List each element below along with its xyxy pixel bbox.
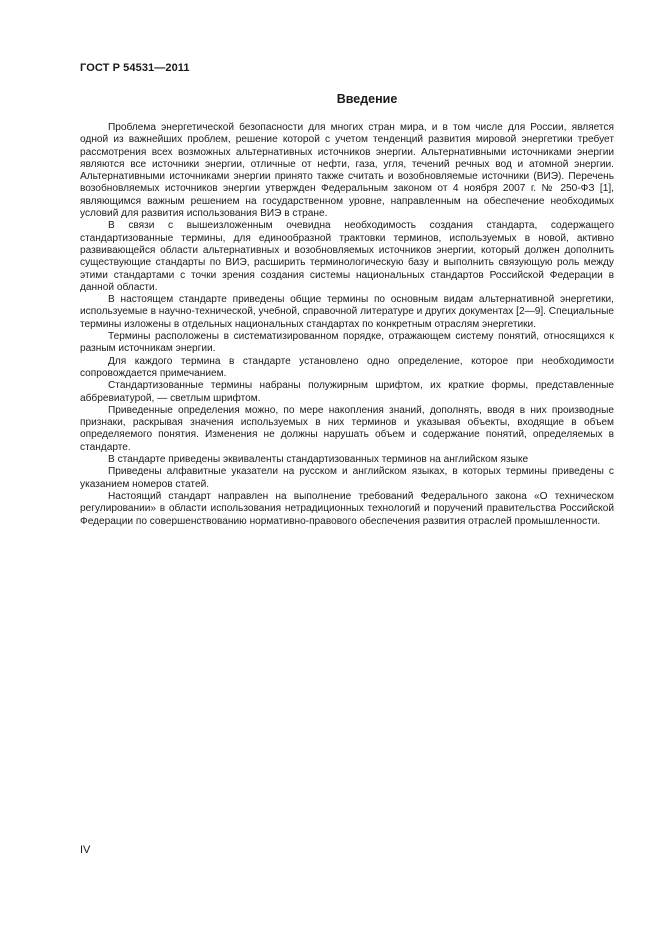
paragraph: Стандартизованные термины набраны полужирным шрифтом, их краткие формы, представленные аббревиатурой, — светлым шрифтом. (80, 380, 614, 404)
paragraph: В стандарте приведены эквиваленты стандартизованных терминов на английском языке (108, 454, 529, 466)
paragraph: Проблема энергетической безопасности для многих стран мира, и в том числе для России, является одной из важнейших проблем, решение которой с учетом тенденций развития мировой энергетики требует рассмотрения всех возможных альтернативных источников энергии. Альтернативными источниками энергии являются все источники энергии, отличные от нефти, газа, угля, течений речных вод и атомной энергии. Альтернативными источниками энергии принято также считать и возобновляемые источники (ВИЭ). Перечень возобновляемых источников энергии утвержден Федеральным законом от 4 ноября 2007 г. № 250-ФЗ [1], являющимся важным решением на государственном уровне, направленным на обеспечение необходимых условий для развития использования ВИЭ в стране. (80, 122, 614, 220)
paragraph: Приведенные определения можно, по мере накопления знаний, дополнять, вводя в них производные признаки, раскрывая значения используемых в них терминов и указывая объекты, входящие в объем определяемого понятия. Изменения не должны нарушать объем и содержание понятий, определяемых в стандарте. (80, 404, 614, 453)
paragraph: Приведены алфавитные указатели на русском и английском языках, в которых термины приведены с указанием номеров статей. (80, 466, 614, 490)
page-number: IV (80, 844, 91, 856)
paragraph: В связи с вышеизложенным очевидна необходимость создания стандарта, содержащего стандартизованные термины, для единообразной трактовки терминов, используемых в новой, активно развивающейся области альтернативных и возобновляемых источников энергии, который должен дополнить существующие стандарты по ВИЭ, расширить терминологическую базу и выполнить связующую роль между этими стандартами с точки зрения создания системы национальных стандартов Российской Федерации в данной области. (80, 220, 614, 293)
body-text (80, 122, 614, 528)
document-id: ГОСТ Р 54531—2011 (80, 62, 190, 74)
paragraph: В настоящем стандарте приведены общие термины по основным видам альтернативной энергетики, используемые в научно-технической, учебной, справочной литературе и других документах [2—9]. Специальные термины изложены в отдельных национальных стандартах по конкретным отраслям энергетики. (80, 294, 614, 330)
paragraph: Для каждого термина в стандарте установлено одно определение, которое при необходимости сопровождается примечанием. (80, 355, 614, 379)
paragraph: Настоящий стандарт направлен на выполнение требований Федерального закона «О техническом регулировании» в области использования нетрадиционных технологий и поручений правительства Российской Федерации по совершенствованию нормативно-правового обеспечения развития отраслей промышленности. (80, 490, 614, 527)
section-title: Введение (336, 92, 398, 106)
paragraph: Термины расположены в систематизированном порядке, отражающем систему понятий, относящихся к разным источникам энергии. (80, 331, 614, 355)
